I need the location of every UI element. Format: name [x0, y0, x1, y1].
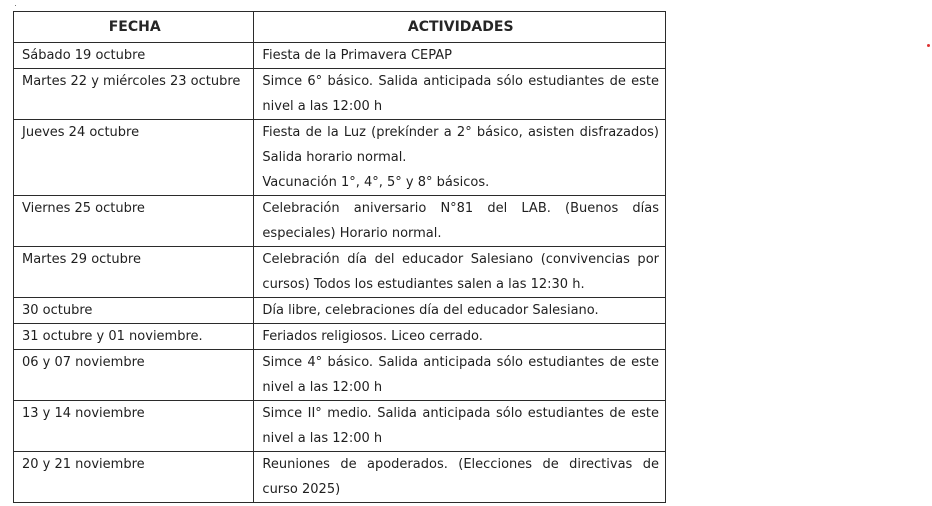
table-header-row — [14, 12, 666, 43]
actividad-line: Día libre, celebraciones día del educador Salesiano. — [262, 303, 599, 318]
fecha-cell: Jueves 24 octubre — [14, 120, 254, 196]
table-row — [14, 196, 666, 247]
actividad-cell — [254, 69, 666, 120]
actividad-cell — [254, 43, 666, 69]
table-row — [14, 247, 666, 298]
header-actividades: ACTIVIDADES — [254, 12, 666, 43]
header-fecha: FECHA — [14, 12, 254, 43]
actividad-cell — [254, 247, 666, 298]
fecha-cell: 31 octubre y 01 noviembre. — [14, 324, 254, 350]
fecha-cell: Sábado 19 octubre — [14, 43, 254, 69]
fecha-cell: 06 y 07 noviembre — [14, 350, 254, 401]
actividad-cell — [254, 324, 666, 350]
actividad-cell — [254, 196, 666, 247]
table-row — [14, 324, 666, 350]
actividad-cell — [254, 452, 666, 503]
red-dot-marker — [927, 44, 930, 47]
fecha-cell: Viernes 25 octubre — [14, 196, 254, 247]
table-row — [14, 69, 666, 120]
actividad-line: Fiesta de la Luz (prekínder a 2° básico, asisten disfrazados) Salida horario normal. — [262, 125, 659, 165]
actividad-cell — [254, 120, 666, 196]
table-row — [14, 43, 666, 69]
actividad-line: Celebración aniversario N°81 del LAB. (Buenos días especiales) Horario normal. — [262, 201, 659, 241]
fecha-cell: 13 y 14 noviembre — [14, 401, 254, 452]
stray-mark — [15, 5, 16, 6]
actividad-cell — [254, 298, 666, 324]
table-row — [14, 120, 666, 196]
actividad-cell — [254, 350, 666, 401]
actividad-line: Simce II° medio. Salida anticipada sólo estudiantes de este nivel a las 12:00 h — [262, 406, 659, 446]
fecha-cell: Martes 29 octubre — [14, 247, 254, 298]
fecha-cell: Martes 22 y miércoles 23 octubre — [14, 69, 254, 120]
actividad-line: Simce 6° básico. Salida anticipada sólo estudiantes de este nivel a las 12:00 h — [262, 74, 659, 114]
table-row — [14, 350, 666, 401]
actividad-cell — [254, 401, 666, 452]
table-row — [14, 298, 666, 324]
fecha-cell: 20 y 21 noviembre — [14, 452, 254, 503]
activities-table — [13, 11, 666, 503]
actividad-line: Fiesta de la Primavera CEPAP — [262, 48, 452, 63]
table-row — [14, 401, 666, 452]
actividad-line: Feriados religiosos. Liceo cerrado. — [262, 329, 483, 344]
actividad-line: Vacunación 1°, 4°, 5° y 8° básicos. — [262, 175, 490, 190]
table-row — [14, 452, 666, 503]
actividad-line: Celebración día del educador Salesiano (convivencias por cursos) Todos los estudiantes salen a las 12:30 h. — [262, 252, 659, 292]
fecha-cell: 30 octubre — [14, 298, 254, 324]
actividad-line: Simce 4° básico. Salida anticipada sólo estudiantes de este nivel a las 12:00 h — [262, 355, 659, 395]
actividad-line: Reuniones de apoderados. (Elecciones de directivas de curso 2025) — [262, 457, 659, 497]
